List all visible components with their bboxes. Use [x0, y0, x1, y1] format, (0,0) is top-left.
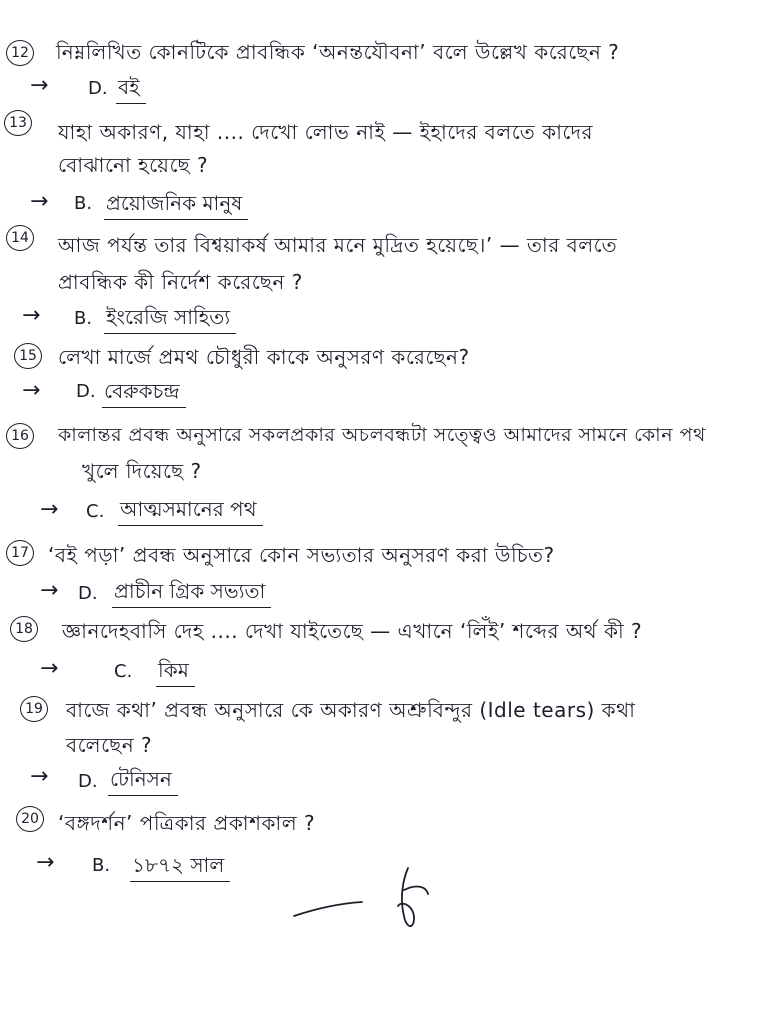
- arrow-icon: →: [30, 73, 49, 98]
- arrow-icon: →: [30, 189, 49, 214]
- answer-text: বেরুকচন্দ্র: [102, 376, 186, 408]
- arrow-icon: →: [36, 850, 55, 875]
- arrow-icon: →: [40, 656, 59, 681]
- arrow-icon: →: [22, 303, 41, 328]
- question-number: 12: [6, 40, 34, 66]
- answer-text: কিম: [156, 655, 195, 687]
- question-number: 18: [10, 616, 38, 642]
- answer-option-letter: C.: [86, 501, 105, 522]
- arrow-icon: →: [22, 378, 41, 403]
- question-text: বলেছেন ?: [66, 733, 153, 757]
- arrow-icon: →: [40, 497, 59, 522]
- question-number: 19: [20, 696, 48, 722]
- question-number: 13: [4, 110, 32, 136]
- question-text: বাজে কথা’ প্রবন্ধ অনুসারে কে অকারণ অশ্রুবিন্দুর (Idle tears) কথা: [66, 698, 636, 722]
- question-text: নিম্নলিখিত কোনটিকে প্রাবন্ধিক ‘অনন্তযৌবনা’ বলে উল্লেখ করেছেন ?: [56, 40, 620, 64]
- question-number: 14: [6, 225, 34, 251]
- answer-option-letter: B.: [74, 308, 93, 329]
- answer-option-letter: D.: [76, 381, 96, 402]
- question-text: খুলে দিয়েছে ?: [82, 459, 202, 483]
- answer-option-letter: D.: [78, 583, 98, 604]
- answer-option-letter: D.: [88, 78, 108, 99]
- answer-option-letter: B.: [74, 193, 93, 214]
- signature-mark: [290, 860, 450, 940]
- question-number: 15: [14, 343, 42, 369]
- question-text: প্রাবন্ধিক কী নির্দেশ করেছেন ?: [58, 270, 303, 294]
- answer-option-letter: C.: [114, 661, 133, 682]
- answer-text: প্রয়োজনিক মানুষ: [104, 188, 248, 220]
- answer-text: ১৮৭২ সাল: [130, 850, 230, 882]
- question-text: লেখা মার্জে প্রমথ চৌধুরী কাকে অনুসরণ করেছেন?: [58, 345, 470, 369]
- question-text: আজ পর্যন্ত তার বিশ্বয়াকর্ষ আমার মনে মুদ্রিত হয়েছে।’ — তার বলতে: [58, 233, 618, 257]
- question-text: বোঝানো হয়েছে ?: [58, 153, 209, 177]
- answer-option-letter: D.: [78, 771, 98, 792]
- question-text: ‘বই পড়া’ প্রবন্ধ অনুসারে কোন সভ্যতার অনুসরণ করা উচিত?: [48, 543, 555, 567]
- answer-text: প্রাচীন গ্রিক সভ্যতা: [112, 576, 271, 608]
- answer-option-letter: B.: [92, 855, 111, 876]
- question-text: জ্ঞানদেহবাসি দেহ .... দেখা যাইতেছে — এখানে ‘লিঁই’ শব্দের অর্থ কী ?: [62, 619, 643, 643]
- answer-text: ইংরেজি সাহিত্য: [104, 302, 236, 334]
- arrow-icon: →: [30, 764, 49, 789]
- question-text: যাহা অকারণ, যাহা .... দেখো লোভ নাই — ইহাদের বলতে কাদের: [58, 120, 593, 144]
- answer-text: টেনিসন: [108, 764, 178, 796]
- arrow-icon: →: [40, 578, 59, 603]
- question-number: 17: [6, 540, 34, 566]
- answer-text: আত্মসমানের পথ: [118, 494, 263, 526]
- answer-text: বই: [116, 72, 146, 104]
- question-number: 16: [6, 423, 34, 449]
- question-number: 20: [16, 806, 44, 832]
- question-text: ‘বঙ্গদর্শন’ পত্রিকার প্রকাশকাল ?: [58, 811, 316, 835]
- question-text: কালান্তর প্রবন্ধ অনুসারে সকলপ্রকার অচলবন্ধটা সত্ত্বেও আমাদের সামনে কোন পথ: [58, 424, 706, 446]
